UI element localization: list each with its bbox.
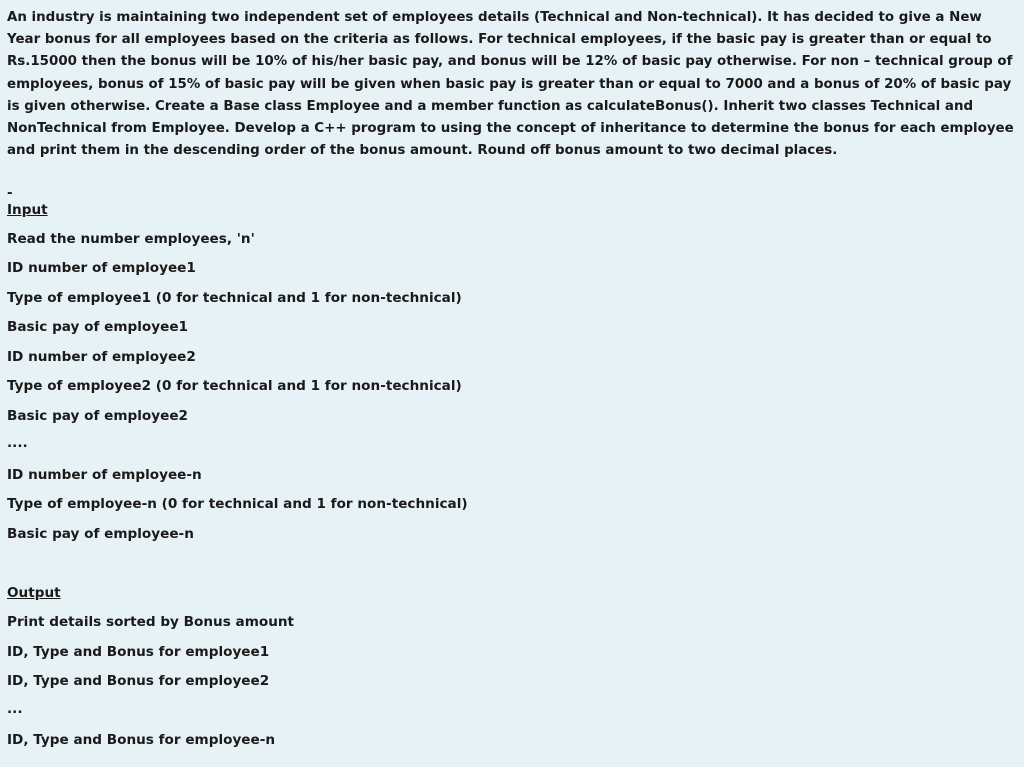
problem-statement: An industry is maintaining two independent set of employees details (Technical and Non-technical). It has decided to give a New Year bonus for all employees based on the criteria as follows. For technical employees, if the basic pay is greater than or equal to Rs.15000 then the bonus will be 10% of his/her basic pay, and bonus will be 12% of basic pay otherwise. For non – technical group of employees, bonus of 15% of basic pay will be given when basic pay is greater than or equal to 7000 and a bonus of 20% of basic pay is given otherwise. Create a Base class Employee and a member function as calculateBonus(). Inherit two classes Technical and NonTechnical from Employee. Develop a C++ program to using the concept of inheritance to determine the bonus for each employee and print them in the descending order of the bonus amount. Round off bonus amount to two decimal places. xyxy=(7,10,1014,159)
input-line: ID number of employee1 xyxy=(7,260,196,276)
input-line: Type of employee1 (0 for technical and 1 for non-technical) xyxy=(7,290,462,306)
input-line: Type of employee2 (0 for technical and 1 for non-technical) xyxy=(7,378,462,394)
output-heading: Output xyxy=(7,585,61,601)
input-line: ID number of employee2 xyxy=(7,349,196,365)
separator-dash: - xyxy=(7,186,13,201)
input-line: Type of employee-n (0 for technical and 1 for non-technical) xyxy=(7,496,468,512)
input-line: Read the number employees, 'n' xyxy=(7,231,255,247)
output-line: ... xyxy=(7,701,23,717)
input-line: Basic pay of employee1 xyxy=(7,319,189,335)
input-line: ID number of employee-n xyxy=(7,467,202,483)
input-line: .... xyxy=(7,435,28,451)
output-line: ID, Type and Bonus for employee2 xyxy=(7,673,270,689)
output-line: Print details sorted by Bonus amount xyxy=(7,614,295,630)
input-heading: Input xyxy=(7,202,48,218)
input-line: Basic pay of employee2 xyxy=(7,408,189,424)
output-line: ID, Type and Bonus for employee1 xyxy=(7,644,270,660)
output-line: ID, Type and Bonus for employee-n xyxy=(7,732,276,748)
input-line: Basic pay of employee-n xyxy=(7,526,194,542)
